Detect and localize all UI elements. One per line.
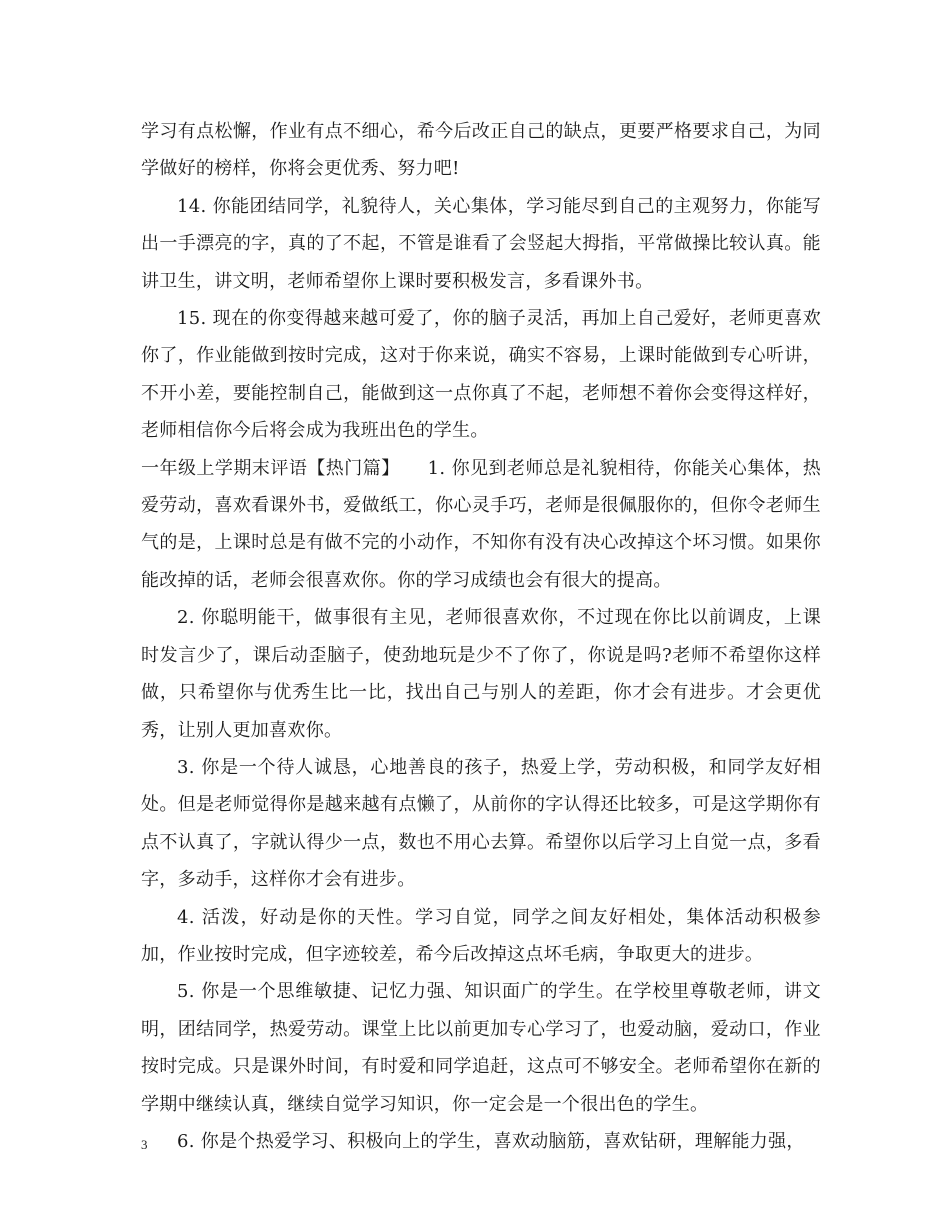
paragraph-continuation: 学习有点松懈，作业有点不细心，希今后改正自己的缺点，更要严格要求自己，为同学做好的榜样，你将会更优秀、努力吧! xyxy=(141,121,821,180)
paragraph-comment-14: 14. 你能团结同学，礼貌待人，关心集体，学习能尽到自己的主观努力，你能写出一手漂亮的字，真的了不起，不管是谁看了会竖起大拇指，平常做操比较认真。能讲卫生，讲文明，老师希望你上课时要积极发言，多看课外书。 xyxy=(141,195,821,292)
paragraph-comment-5: 5. 你是一个思维敏捷、记忆力强、知识面广的学生。在学校里尊敬老师，讲文明，团结同学，热爱劳动。课堂上比以前更加专心学习了，也爱动脑，爱动口，作业按时完成。只是课外时间，有时爱和同学追赶，这点可不够安全。老师希望你在新的学期中继续认真，继续自觉学习知识，你一定会是一个很出色的学生。 xyxy=(141,981,821,1115)
document-body xyxy=(141,113,821,1160)
paragraph-comment-2: 2. 你聪明能干，做事很有主见，老师很喜欢你，不过现在你比以前调皮，上课时发言少了，课后动歪脑子，使劲地玩是少不了你了，你说是吗?老师不希望你这样做，只希望你与优秀生比一比，找出自己与别人的差距，你才会有进步。才会更优秀，让别人更加喜欢你。 xyxy=(141,607,821,741)
paragraph-comment-3: 3. 你是一个待人诚恳，心地善良的孩子，热爱上学，劳动积极，和同学友好相处。但是老师觉得你是越来越有点懒了，从前你的字认得还比较多，可是这学期你有点不认真了，字就认得少一点，数也不用心去算。希望你以后学习上自觉一点，多看字，多动手，这样你才会有进步。 xyxy=(141,756,821,891)
paragraph-section-heading-comment-1: 一年级上学期末评语【热门篇】 1. 你见到老师总是礼貌相待，你能关心集体，热爱劳动，喜欢看课外书，爱做纸工，你心灵手巧，老师是很佩服你的，但你令老师生气的是，上课时总是有做不完的小动作，不知你有没有决心改掉这个坏习惯。如果你能改掉的话，老师会很喜欢你。你的学习成绩也会有很大的提高。 xyxy=(141,457,821,591)
page-number: 3 xyxy=(141,1137,148,1152)
paragraph-comment-15: 15. 现在的你变得越来越可爱了，你的脑子灵活，再加上自己爱好，老师更喜欢你了，作业能做到按时完成，这对于你来说，确实不容易，上课时能做到专心听讲，不开小差，要能控制自己，能做到这一点你真了不起，老师想不着你会变得这样好，老师相信你今后将会成为我班出色的学生。 xyxy=(141,308,821,442)
paragraph-comment-6: 6. 你是个热爱学习、积极向上的学生，喜欢动脑筋，喜欢钻研，理解能力强， xyxy=(177,1130,805,1152)
paragraph-comment-4: 4. 活泼，好动是你的天性。学习自觉，同学之间友好相处，集体活动积极参加，作业按时完成，但字迹较差，希今后改掉这点坏毛病，争取更大的进步。 xyxy=(141,906,821,965)
